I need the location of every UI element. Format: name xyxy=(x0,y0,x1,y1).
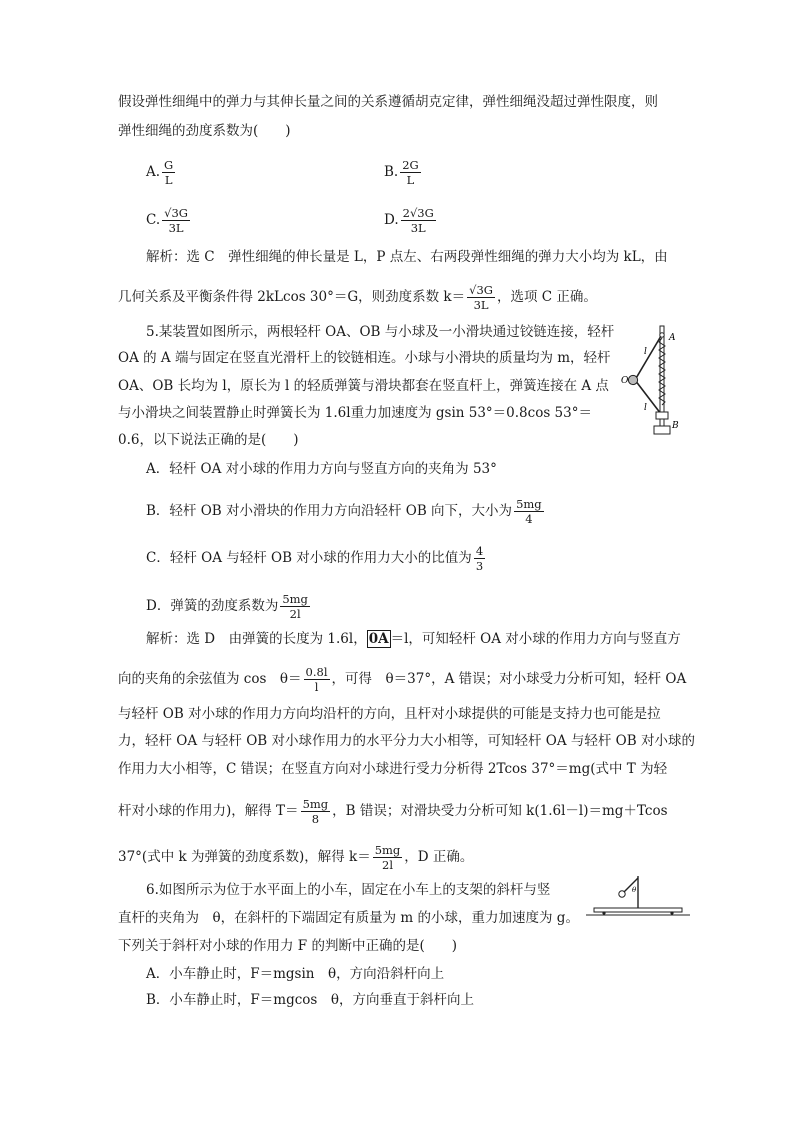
wheel-left xyxy=(602,911,605,914)
q5-solution-line5: 作用力大小相等，C 错误；在竖直方向对小球进行受力分析得 2Tcos 37°＝mg(式中 T 为轻 xyxy=(118,761,668,777)
ball xyxy=(619,891,625,897)
q5-solution-line3: 与轻杆 OB 对小球的作用力方向均沿杆的方向，且杆对小球提供的可能是支持力也可能是拉 xyxy=(118,706,661,722)
q6-option-a: A．小车静止时，F＝mgsin θ，方向沿斜杆向上 xyxy=(146,966,445,982)
theta-label: θ xyxy=(632,886,637,894)
prev-solution-line2: 几何关系及平衡条件得 2kLcos 30°＝G，则劲度系数 k＝ $\frac{√3G}{3L}$ ，选项 C 正确。 xyxy=(118,283,597,312)
slider-block xyxy=(656,412,668,419)
q5-option-a: A．轻杆 OA 对小球的作用力方向与竖直方向的夹角为 53° xyxy=(146,461,497,477)
q5-stem-line4: 与小滑块之间装置静止时弹簧长为 1.6l重力加速度为 gsin 53°＝0.8cos 53°＝ xyxy=(118,405,592,421)
rod-ob xyxy=(635,380,661,414)
hinge-a xyxy=(660,333,664,337)
q6-stem-line1: 6.如图所示为位于水平面上的小车，固定在小车上的支架的斜杆与竖 xyxy=(146,882,551,898)
q5-solution-line2: 向的夹角的余弦值为 cos θ＝ $\frac{0.8l}{l}$ ，可得 θ＝37°，A 错误；对小球受力分析可知，轻杆 OA xyxy=(118,665,687,694)
prev-solution-line1: 解析：选 C 弹性细绳的伸长量是 L，P 点左、右两段弹性细绳的弹力大小均为 kL，由 xyxy=(146,249,668,265)
q5-solution-line6: 杆对小球的作用力)，解得 T＝ $\frac{5mg}{8}$ ，B 错误；对滑块受力分析可知 k(1.6l－l)＝mg＋Tcos xyxy=(118,797,668,826)
base xyxy=(654,426,670,434)
q6-stem-line3: 下列关于斜杆对小球的作用力 F 的判断中正确的是( ) xyxy=(118,938,457,954)
q6-option-b: B．小车静止时，F＝mgcos θ，方向垂直于斜杆向上 xyxy=(146,992,474,1008)
fig-label-a: A xyxy=(669,333,676,343)
prev-option-d: D. $\frac{2√3G}{3L}$ xyxy=(384,206,434,235)
wheel-right xyxy=(670,911,673,914)
fig-label-b: B xyxy=(672,421,679,431)
q6-figure xyxy=(586,870,690,916)
q5-stem-line5: 0.6，以下说法正确的是( ) xyxy=(118,432,299,448)
q5-figure xyxy=(618,322,684,440)
ball xyxy=(628,375,637,384)
q5-option-c: C．轻杆 OA 与轻杆 OB 对小球的作用力大小的比值为 $\frac{4}{3}$ xyxy=(146,544,484,573)
q5-option-d: D．弹簧的劲度系数为 $\frac{5mg}{2l}$ xyxy=(146,592,308,621)
prev-stem-line2: 弹性细绳的劲度系数为( ) xyxy=(118,123,291,139)
q5-stem-line2: OA 的 A 端与固定在竖直光滑杆上的铰链相连。小球与小滑块的质量均为 m，轻杆 xyxy=(118,350,611,366)
fig-label-l2: l xyxy=(644,403,647,413)
q6-stem-line2: 直杆的夹角为 θ，在斜杆的下端固定有质量为 m 的小球，重力加速度为 g。 xyxy=(118,910,579,926)
q5-solution-line7: 37°(式中 k 为弹簧的劲度系数)，解得 k＝ $\frac{5mg}{2l}$ ，D 正确。 xyxy=(118,843,474,872)
q5-solution-line4: 力，轻杆 OA 与轻杆 OB 对小球作用力的水平分力大小相等，可知轻杆 OA 与轻杆 OB 对小球的 xyxy=(118,733,695,749)
q5-option-b: B．轻杆 OB 对小滑块的作用力方向沿轻杆 OB 向下，大小为 $\frac{5mg}{4}$ xyxy=(146,497,542,526)
prev-stem-line1: 假设弹性细绳中的弹力与其伸长量之间的关系遵循胡克定律，弹性细绳没超过弹性限度，则 xyxy=(118,94,658,110)
q5-solution-line1: 解析：选 D 由弹簧的长度为 1.6l， 0A ＝l，可知轻杆 OA 对小球的作用力方向与竖直方 xyxy=(146,631,681,647)
prev-option-b: B. $\frac{2G}{L}$ xyxy=(384,158,419,187)
fig-label-l1: l xyxy=(644,347,647,357)
cart-body xyxy=(594,908,682,912)
q5-stem-line3: OA、OB 长均为 l，原长为 l 的轻质弹簧与滑块都套在竖直杆上，弹簧连接在 A 点 xyxy=(118,378,609,394)
rod-oa xyxy=(635,336,661,380)
prev-option-a: A. $\frac{G}{L}$ xyxy=(146,158,174,187)
prev-option-c: C. $\frac{√3G}{3L}$ xyxy=(146,206,188,235)
fig-label-o: O xyxy=(621,376,629,386)
q5-stem-line1: 5.某装置如图所示，两根轻杆 OA、OB 与小球及一小滑块通过铰链连接，轻杆 xyxy=(146,324,615,340)
